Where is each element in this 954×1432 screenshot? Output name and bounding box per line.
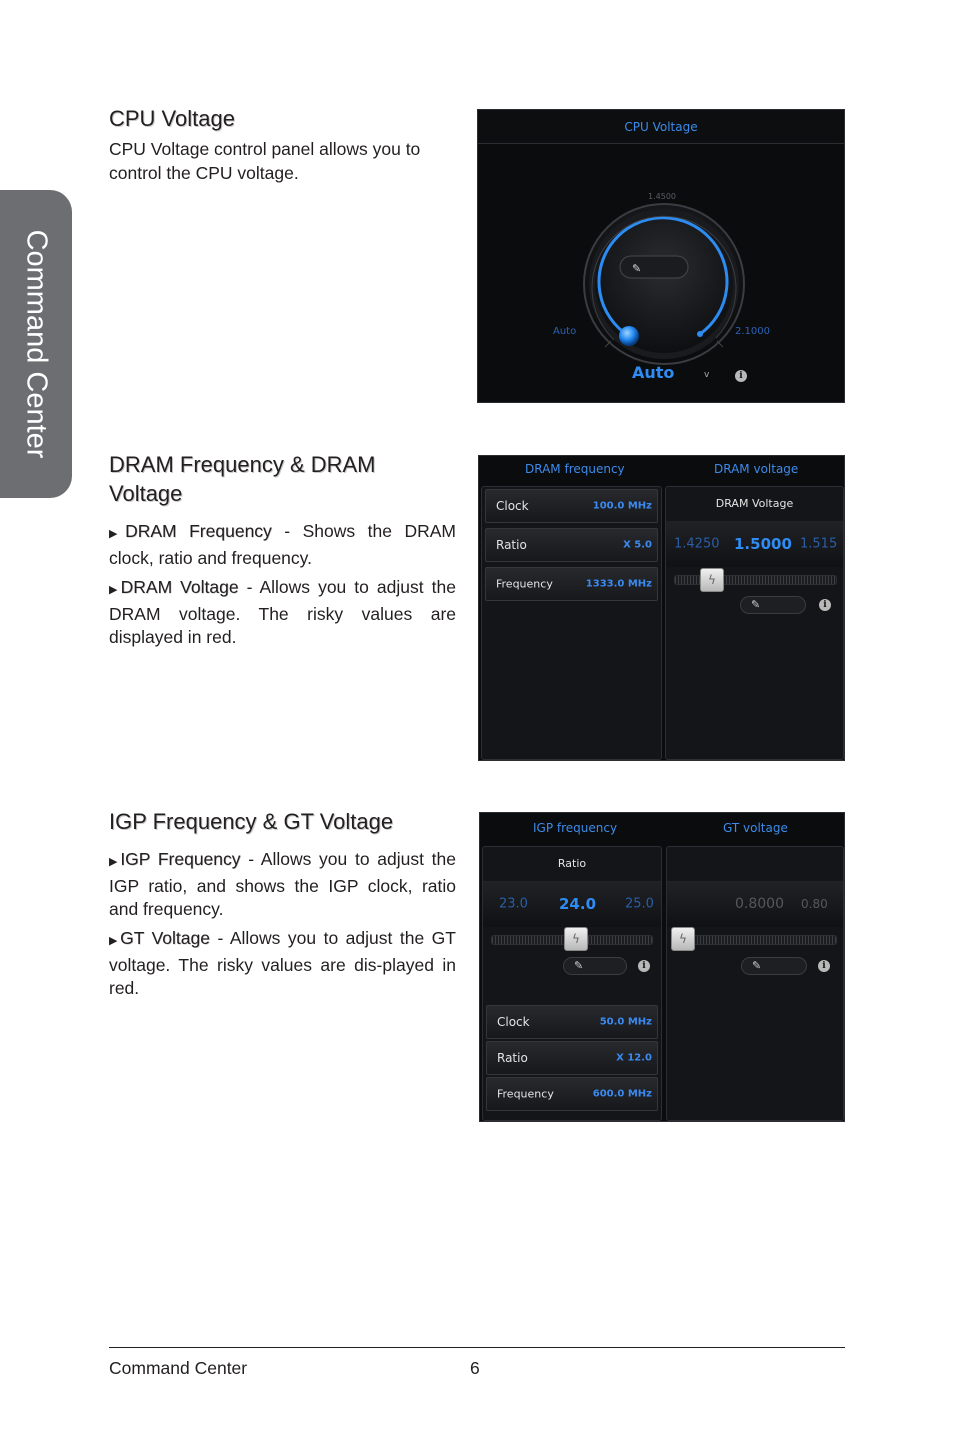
igp-ratio-next[interactable]: 25.0 [625, 896, 654, 912]
gt-voltage-edit-field[interactable] [741, 957, 807, 975]
row-label: Ratio [497, 1051, 528, 1065]
igp-ratio-prev[interactable]: 23.0 [499, 896, 528, 912]
gt-voltage-text: - Allows you to adjust the GT voltage. The risky values are dis-played in red. [109, 928, 456, 998]
dram-voltage-prev[interactable]: 1.4250 [674, 536, 720, 552]
row-label: Frequency [497, 1087, 554, 1101]
page-number: 6 [470, 1358, 480, 1378]
igp-frequency-term: IGP Frequency [120, 849, 241, 869]
cpu-voltage-unit: v [704, 370, 710, 380]
dram-ratio-row [485, 528, 658, 562]
igp-ratio-selector[interactable] [483, 881, 661, 927]
pencil-icon: ✎ [574, 959, 584, 972]
row-label: Frequency [496, 577, 553, 591]
igp-frequency-bullet [109, 848, 456, 922]
slider-knob-icon[interactable]: ϟ [700, 568, 724, 592]
dram-frequency-bullet [109, 520, 456, 570]
dram-panel [478, 455, 845, 761]
info-icon[interactable]: i [818, 960, 830, 972]
bullet-arrow-icon: ▶ [109, 528, 126, 540]
cpu-dial-top-value: 1.4500 [648, 192, 676, 201]
row-label: Clock [496, 499, 529, 513]
igp-frequency-text: - Allows you to adjust the IGP ratio, and shows the IGP clock, ratio and frequency. [109, 849, 456, 919]
cpu-dial-max-label: 2.1000 [735, 326, 770, 337]
dram-voltage-current: 1.5000 [734, 535, 792, 553]
dram-title-line2: Voltage [109, 481, 183, 506]
row-value: 50.0 MHz [599, 1016, 652, 1028]
cpu-panel-header: CPU Voltage [624, 120, 698, 134]
row-value: X 12.0 [616, 1052, 652, 1064]
dram-voltage-selector[interactable] [666, 521, 843, 567]
footer-rule [109, 1347, 845, 1348]
igp-ratio-subtitle: Ratio [557, 856, 587, 870]
info-icon[interactable]: i [638, 960, 650, 972]
info-icon[interactable]: i [819, 599, 831, 611]
dram-voltage-term: DRAM Voltage [120, 577, 239, 597]
svg-text:✎: ✎ [632, 262, 642, 275]
igp-ratio-current: 24.0 [559, 895, 597, 913]
bullet-arrow-icon: ▶ [109, 856, 121, 868]
dram-voltage-subtitle: DRAM Voltage [715, 496, 794, 510]
row-value: 100.0 MHz [592, 500, 652, 512]
dram-title-line1: DRAM Frequency & DRAM [109, 452, 376, 477]
igp-ratio-edit-field[interactable] [563, 957, 627, 975]
dram-voltage-bullet [109, 576, 456, 650]
cpu-voltage-current: Auto [632, 363, 675, 382]
dram-frequency-header: DRAM frequency [525, 462, 625, 476]
dram-voltage-subpanel [665, 486, 844, 760]
igp-frequency-subpanel [482, 846, 662, 1121]
igp-ratio-row [486, 1041, 658, 1075]
gt-voltage-header: GT voltage [723, 821, 788, 835]
footer-title: Command Center [109, 1358, 248, 1378]
gt-voltage-bullet [109, 927, 456, 1001]
dram-voltage-slider[interactable] [674, 575, 837, 585]
row-label: Ratio [496, 538, 527, 552]
dram-frequency-term: DRAM Frequency [125, 521, 272, 541]
dram-voltage-next[interactable]: 1.515 [800, 536, 838, 552]
dram-title [109, 450, 376, 508]
cpu-voltage-panel [477, 109, 845, 403]
row-value: X 5.0 [623, 539, 652, 551]
gt-voltage-subpanel [666, 846, 844, 1121]
dram-frequency-text: - Shows the DRAM clock, ratio and frequency. [109, 521, 456, 568]
bullet-arrow-icon: ▶ [109, 935, 121, 947]
dram-voltage-header: DRAM voltage [714, 462, 799, 476]
cpu-dial-min-label: Auto [553, 326, 577, 337]
cpu-voltage-title: CPU Voltage [109, 106, 235, 131]
dram-frequency-subpanel [481, 486, 662, 760]
row-value: 1333.0 MHz [585, 578, 652, 590]
pencil-icon: ✎ [752, 959, 762, 972]
dram-frequency-row [485, 567, 658, 601]
igp-panel [479, 812, 845, 1122]
gt-voltage-current: 0.8000 [735, 896, 784, 912]
gt-voltage-selector[interactable] [667, 881, 843, 927]
side-tab-label: Command Center [20, 229, 53, 459]
igp-frequency-header: IGP frequency [533, 821, 618, 835]
dram-voltage-edit-field[interactable] [740, 596, 806, 614]
gt-voltage-term: GT Voltage [120, 928, 210, 948]
side-tab [0, 190, 72, 498]
bullet-arrow-icon: ▶ [109, 584, 121, 596]
dram-clock-row [485, 489, 658, 523]
gt-voltage-next[interactable]: 0.80 [801, 897, 828, 911]
row-label: Clock [497, 1015, 530, 1029]
cpu-voltage-description: CPU Voltage control panel allows you to control the CPU voltage. [109, 139, 421, 183]
igp-title: IGP Frequency & GT Voltage [109, 809, 394, 834]
info-icon[interactable]: i [735, 370, 747, 382]
slider-knob-icon[interactable]: ϟ [671, 927, 695, 951]
gt-voltage-slider[interactable] [675, 935, 837, 945]
cpu-dial-knob [619, 326, 639, 346]
slider-knob-icon[interactable]: ϟ [564, 927, 588, 951]
dram-voltage-text: - Allows you to adjust the DRAM voltage. The risky values are displayed in red. [109, 577, 456, 647]
pencil-icon: ✎ [751, 598, 761, 611]
igp-clock-row [486, 1005, 658, 1039]
row-value: 600.0 MHz [592, 1088, 652, 1100]
igp-frequency-row [486, 1077, 658, 1111]
